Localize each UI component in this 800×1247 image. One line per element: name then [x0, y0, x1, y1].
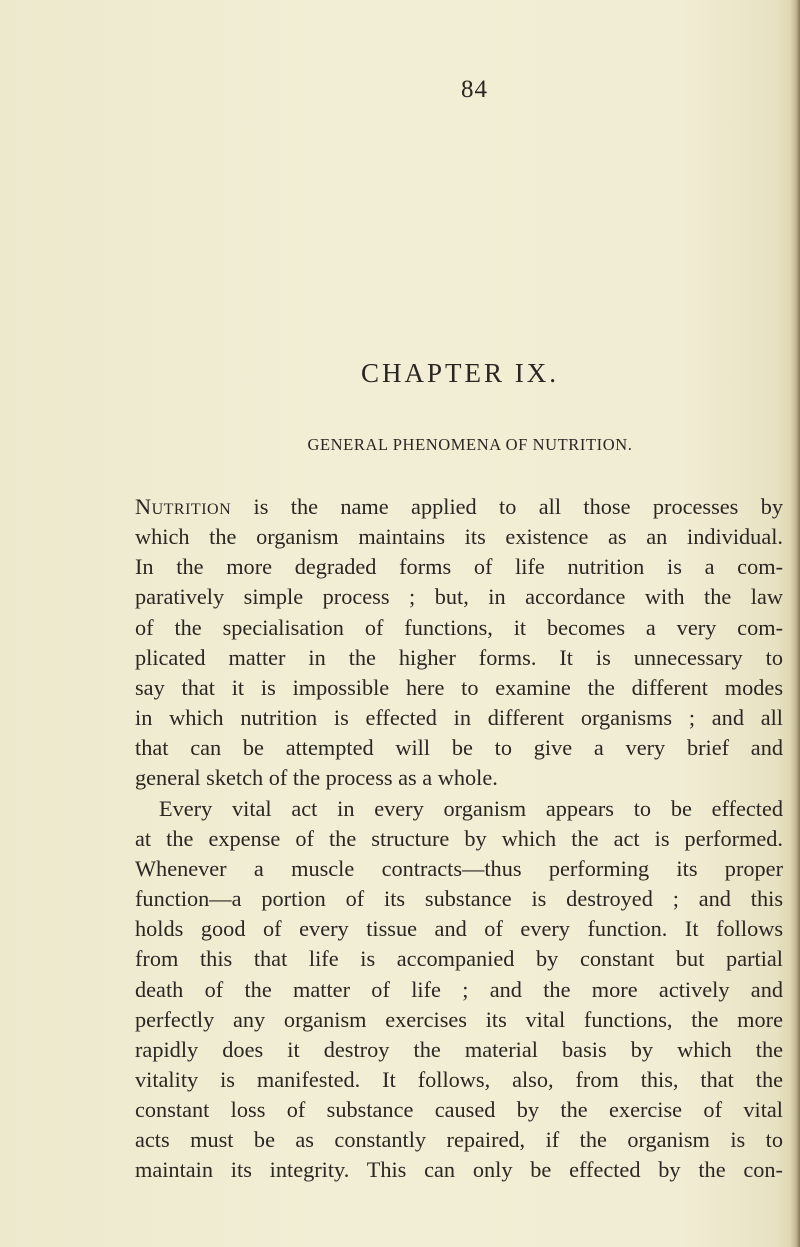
text-line: which the organism maintains its existence as an individual.	[135, 524, 783, 550]
page-edge-shadow	[790, 0, 800, 1247]
text-line: holds good of every tissue and of every function. It follows	[135, 916, 783, 942]
text-line: constant loss of substance caused by the exercise of vital	[135, 1097, 783, 1123]
section-title-text: GENERAL PHENOMENA OF NUTRITION.	[307, 435, 633, 454]
text-line: vitality is manifested. It follows, also, from this, that the	[135, 1066, 783, 1092]
text-line: paratively simple process ; but, in accordance with the law	[135, 584, 783, 610]
text-line: acts must be as constantly repaired, if the organism is to	[135, 1127, 783, 1153]
text-line: say that it is impossible here to examine the different modes	[135, 674, 783, 700]
text-line: at the expense of the structure by which the act is performed.	[135, 825, 783, 851]
text-line: in which nutrition is effected in different organisms ; and all	[135, 705, 783, 731]
text-line: In the more degraded forms of life nutrition is a com-	[135, 554, 783, 580]
text-line: plicated matter in the higher forms. It is unnecessary to	[135, 644, 783, 670]
text-line: maintain its integrity. This can only be effected by the con-	[135, 1157, 783, 1183]
lead-word: Nutrition	[135, 494, 232, 519]
text-line: general sketch of the process as a whole.	[135, 765, 498, 791]
body-text	[135, 492, 783, 1186]
text-line: from this that life is accompanied by constant but partial	[135, 946, 783, 972]
text-line: Whenever a muscle contracts—thus performing its proper	[135, 855, 783, 881]
page-number: 84	[461, 76, 488, 103]
text-line: death of the matter of life ; and the more actively and	[135, 976, 783, 1002]
text-line: that can be attempted will be to give a very brief and	[135, 735, 783, 761]
paragraph-2	[135, 794, 783, 1186]
text-line: of the specialisation of functions, it becomes a very com-	[135, 614, 783, 640]
text-line: function—a portion of its substance is destroyed ; and this	[135, 886, 783, 912]
section-title	[0, 435, 800, 455]
chapter-title	[0, 358, 800, 389]
text-line: rapidly does it destroy the material basis by which the	[135, 1036, 783, 1062]
paragraph-1	[135, 492, 783, 794]
chapter-title-text: CHAPTER IX.	[360, 358, 559, 388]
text-line: perfectly any organism exercises its vital functions, the more	[135, 1006, 783, 1032]
text-line: Every vital act in every organism appears to be effected	[159, 795, 783, 821]
text-line: Nutrition is the name applied to all those processes by	[135, 494, 783, 519]
